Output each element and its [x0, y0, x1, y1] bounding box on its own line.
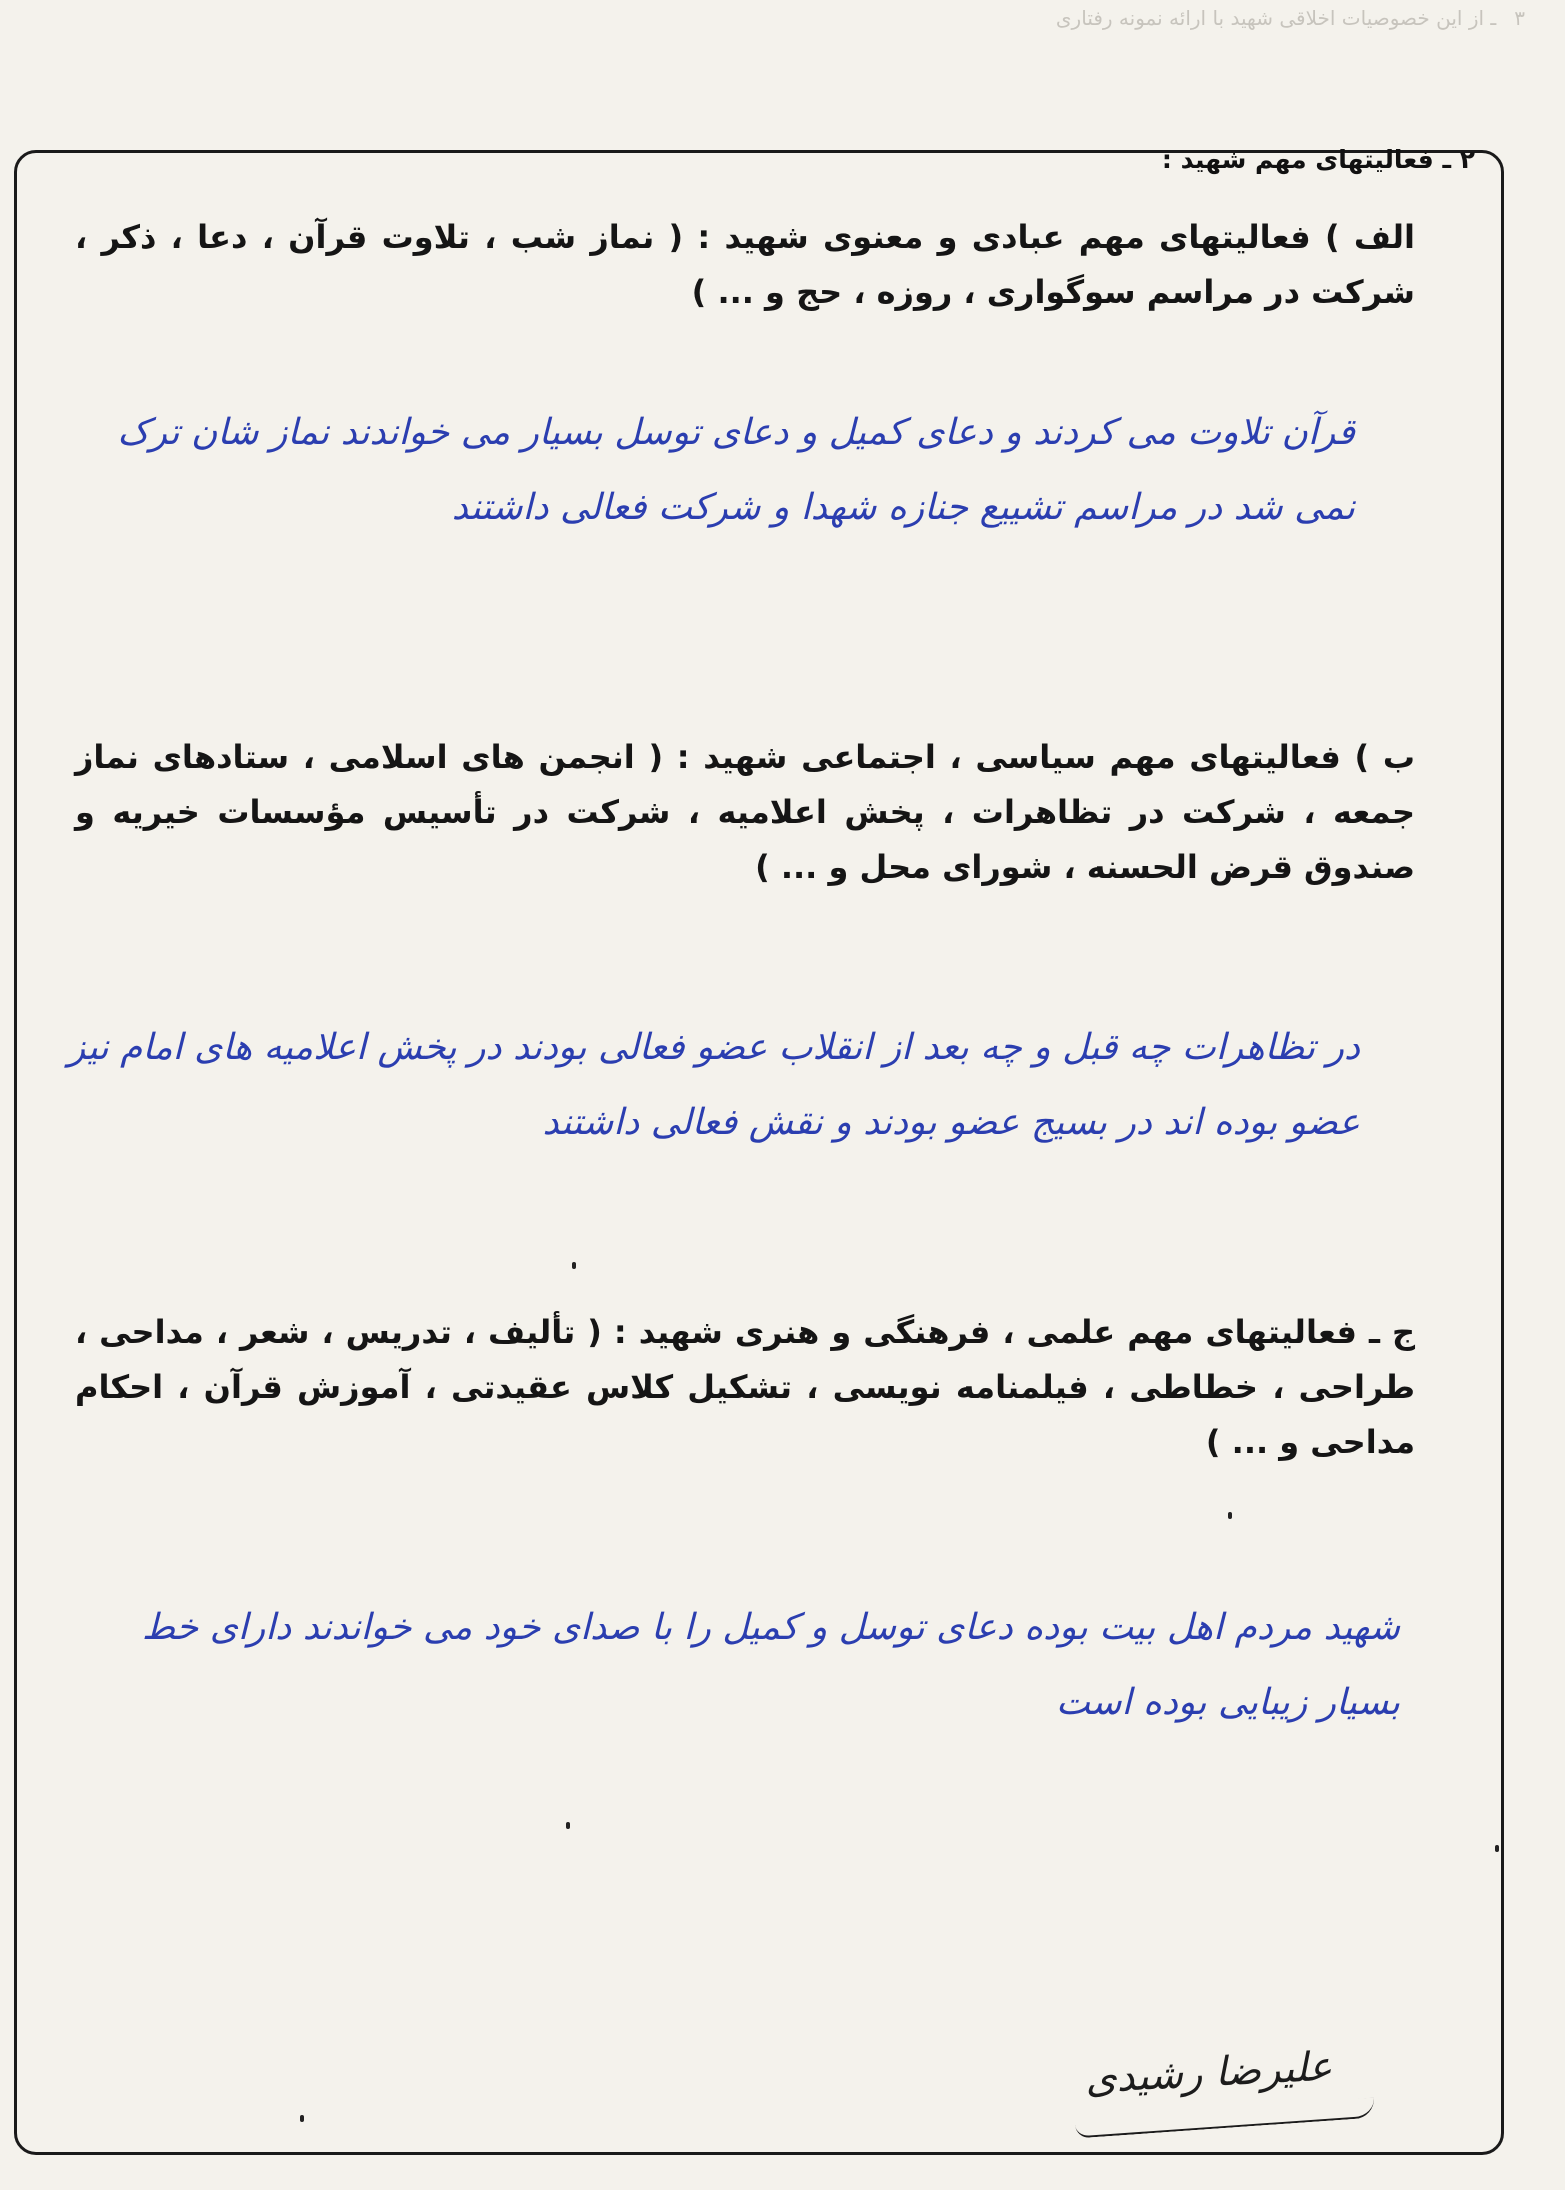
bleed-through-sentence: ـ از این خصوصیات اخلاقی شهید با ارائه نمونه رفتاری [1055, 6, 1497, 30]
ink-speck [572, 1262, 576, 1269]
signature: علیرضا رشیدی [1083, 2043, 1334, 2103]
question-alef: الف ) فعالیتهای مهم عبادی و معنوی شهید : ( نماز شب ، تلاوت قرآن ، دعا ، ذکر ، شرکت در مراسم سوگواری ، روزه ، حج و ... ) [75, 218, 1415, 311]
answer-jim: شهید مردم اهل بیت بوده دعای توسل و کمیل را با صدای خود می خواندند دارای خط بسیار زیبایی بوده است [141, 1607, 1400, 1723]
question-jim: ج ـ فعالیتهای مهم علمی ، فرهنگی و هنری شهید : ( تألیف ، تدریس ، شعر ، مداحی ، طراحی ، خطاطی ، فیلمنامه نویسی ، تشکیل کلاس عقیدتی ، آموزش قرآن ، احکام مداحی و ... ) [75, 1313, 1415, 1461]
bleed-through-number: ۳ [1514, 6, 1525, 30]
ink-speck [1228, 1512, 1232, 1519]
answer-alef: قرآن تلاوت می کردند و دعای کمیل و دعای توسل بسیار می خواندند نماز شان ترک نمی شد در مراسم تشییع جنازه شهدا و شرکت فعالی داشتند [117, 412, 1355, 528]
question-be: ب ) فعالیتهای مهم سیاسی ، اجتماعی شهید : ( انجمن های اسلامی ، ستادهای نماز جمعه ، شرکت در تظاهرات ، پخش اعلامیه ، شرکت در تأسیس مؤسسات خیریه و صندوق قرض الحسنه ، شورای محل و ... ) [75, 738, 1415, 886]
ink-speck [300, 2115, 304, 2122]
ink-speck [1495, 1845, 1499, 1852]
answer-be: در تظاهرات چه قبل و چه بعد از انقلاب عضو فعالی بودند در پخش اعلامیه های امام نیز عضو بوده اند در بسیج عضو بودند و نقش فعالی داشتند [67, 1027, 1360, 1143]
ink-speck [566, 1822, 570, 1829]
bleed-through-text [460, 6, 1525, 30]
section-title: ۲ ـ فعالیتهای مهم شهید : [1161, 145, 1475, 174]
